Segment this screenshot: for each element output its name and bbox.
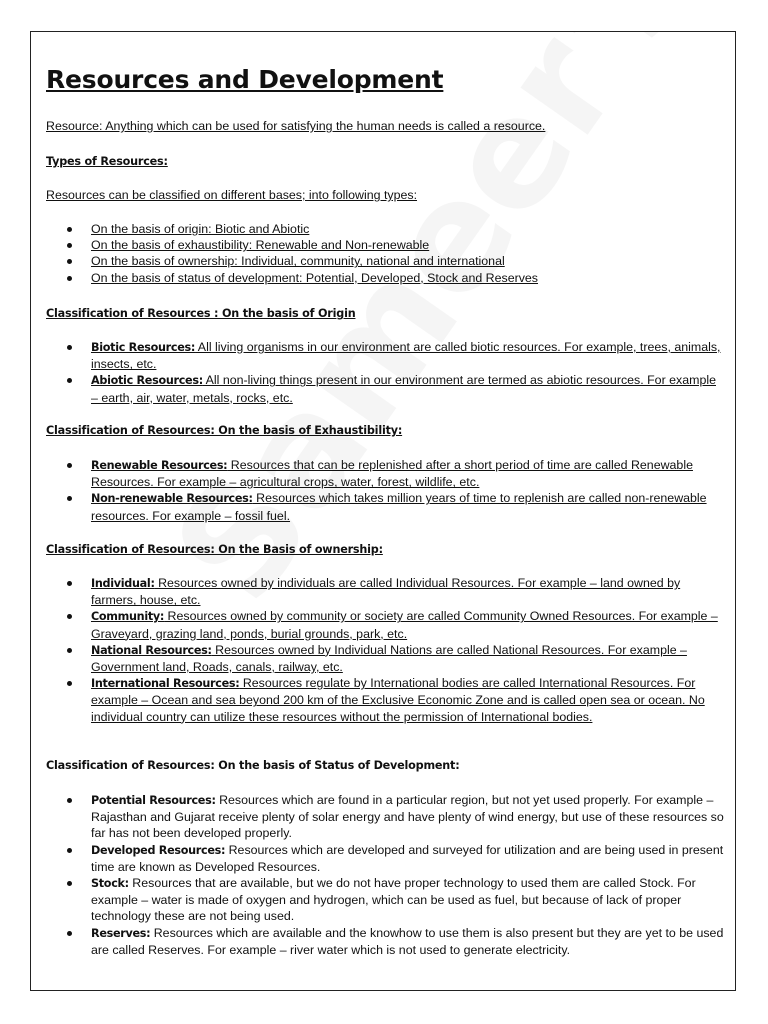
ownership-list xyxy=(46,575,726,725)
list-item xyxy=(46,675,726,725)
list-item xyxy=(46,237,726,253)
resource-definition: Resource: Anything which can be used for satisfying the human needs is called a resource. xyxy=(46,119,546,133)
term-national: National Resources: xyxy=(91,643,212,657)
term-biotic: Biotic Resources: xyxy=(91,341,196,354)
desc-community: Resources owned by community or society are called Community Owned Resources. For example – Graveyard, grazing land, ponds, burial grounds, park, etc. xyxy=(91,609,718,641)
list-item xyxy=(46,270,726,286)
term-developed: Developed Resources: xyxy=(91,843,226,857)
term-nonrenewable: Non-renewable Resources: xyxy=(91,492,253,506)
list-item xyxy=(46,339,726,372)
desc-potential: Resources which are found in a particular region, but not yet used properly. For example – Rajasthan and Gujarat receive plenty of solar energy and have plenty of wind energy, but use of these resources so far has not been developed properly. xyxy=(91,793,724,841)
types-item-exhaustibility: On the basis of exhaustibility: Renewable and Non-renewable xyxy=(91,238,430,253)
origin-list xyxy=(46,339,726,406)
list-item xyxy=(46,925,726,958)
desc-stock: Resources that are available, but we do not have proper technology to used them are called Stock. For example – water is made of oxygen and hydrogen, which can be used as fuel, but because of lack of proper technology these are not being used. xyxy=(91,876,696,924)
types-heading: Types of Resources: xyxy=(46,155,168,168)
exhaustibility-heading: Classification of Resources: On the basis of Exhaustibility: xyxy=(46,424,403,437)
types-item-development: On the basis of status of development: Potential, Developed, Stock and Reserves xyxy=(91,270,539,285)
origin-heading: Classification of Resources : On the basis of Origin xyxy=(46,307,356,320)
desc-developed: Resources which are developed and surveyed for utilization and are being used in present time are known as Developed Resources. xyxy=(91,842,724,874)
list-item xyxy=(46,253,726,269)
list-item xyxy=(46,608,726,641)
types-list xyxy=(46,221,726,286)
desc-renewable: Resources that can be replenished after a short period of time are called Renewable Resources. For example – agricultural crops, water, forest, wildlife, etc. xyxy=(91,458,693,490)
list-item xyxy=(46,875,726,925)
document-page xyxy=(30,31,736,991)
list-item xyxy=(46,221,726,237)
development-list xyxy=(46,792,726,958)
term-international: International Resources: xyxy=(91,677,240,691)
list-item xyxy=(46,842,726,875)
desc-biotic: All living organisms in our environment are called biotic resources. For example, trees, animals, insects, etc. xyxy=(91,340,721,372)
list-item xyxy=(46,792,726,842)
term-potential: Potential Resources: xyxy=(91,794,216,807)
types-item-ownership: On the basis of ownership: Individual, community, national and international xyxy=(91,254,505,269)
page-title: Resources and Development xyxy=(46,65,444,94)
desc-international: Resources regulate by International bodies are called International Resources. For example – Ocean and sea beyond 200 km of the Exclusive Economic Zone and is called open sea or ocean. No individual country can utilize these resources without the permission of International bodies. xyxy=(91,676,705,724)
exhaustibility-list xyxy=(46,457,726,524)
desc-national: Resources owned by Individual Nations are called National Resources. For example – Government land, Roads, canals, railway, etc. xyxy=(91,642,687,675)
term-individual: Individual: xyxy=(91,577,155,590)
desc-individual: Resources owned by individuals are called Individual Resources. For example – land owned by farmers, house, etc. xyxy=(91,576,681,608)
list-item xyxy=(46,490,726,523)
term-reserves: Reserves: xyxy=(91,926,151,940)
list-item xyxy=(46,575,726,608)
term-stock: Stock: xyxy=(91,877,129,891)
ownership-heading: Classification of Resources: On the Basis of ownership: xyxy=(46,543,383,556)
development-heading: Classification of Resources: On the basis of Status of Development: xyxy=(46,759,460,772)
list-item xyxy=(46,457,726,490)
desc-nonrenewable: Resources which takes million years of time to replenish are called non-renewable resources. For example – fossil fuel. xyxy=(91,491,707,523)
term-abiotic: Abiotic Resources: xyxy=(91,374,203,388)
desc-reserves: Resources which are available and the knowhow to use them is also present but they are yet to be used are called Reserves. For example – river water which is not used to generate electricity. xyxy=(91,925,724,957)
list-item xyxy=(46,372,726,405)
desc-abiotic: All non-living things present in our environment are termed as abiotic resources. For example – earth, air, water, metals, rocks, etc. xyxy=(91,373,716,405)
term-renewable: Renewable Resources: xyxy=(91,459,228,472)
list-item xyxy=(46,642,726,675)
term-community: Community: xyxy=(91,610,165,624)
types-intro: Resources can be classified on different bases; into following types: xyxy=(46,188,418,202)
types-item-origin: On the basis of origin: Biotic and Abiotic xyxy=(91,222,310,236)
